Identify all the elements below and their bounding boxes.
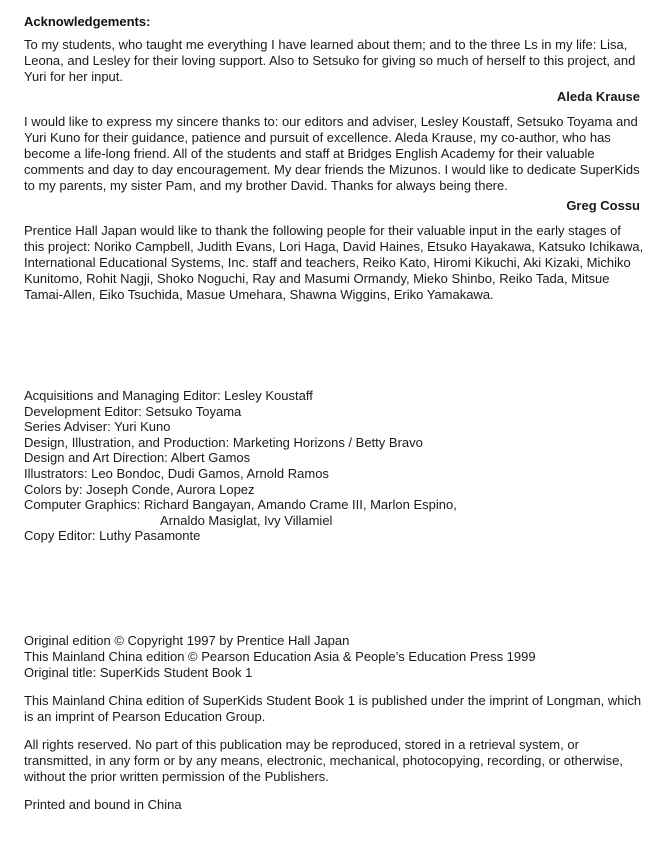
acknowledgement-paragraph-1: To my students, who taught me everything I have learned about them; and to the three Ls in my life: Lisa, Leona, and Lesley for their loving support. Also to Setsuko for giving so much of herself to this project, and Yuri for her input. xyxy=(24,37,636,84)
rights-notice: All rights reserved. No part of this publication may be reproduced, stored in a retrieval system, or transmitted, in any form or by any means, electronic, mechanical, photocopying, recording, or otherwise, without the prior written permission of the Publishers. xyxy=(24,737,624,784)
acknowledgements-heading: Acknowledgements: xyxy=(24,14,151,29)
printed-notice: Printed and bound in China xyxy=(24,797,182,812)
credit-line: Acquisitions and Managing Editor: Lesley Koustaff xyxy=(24,388,313,403)
copyright-line: Original edition © Copyright 1997 by Prentice Hall Japan xyxy=(24,633,350,648)
credit-line: Copy Editor: Luthy Pasamonte xyxy=(24,528,201,544)
credit-line: Illustrators: Leo Bondoc, Dudi Gamos, Arnold Ramos xyxy=(24,465,329,481)
copyright-section xyxy=(24,633,644,825)
signature-aleda-krause: Aleda Krause xyxy=(556,89,640,104)
credit-line-continuation: Arnaldo Masiglat, Ivy Villamiel xyxy=(160,512,333,528)
acknowledgements-section xyxy=(24,14,644,303)
acknowledgement-paragraph-3: Prentice Hall Japan would like to thank the following people for their valuable input in the early stages of this project: Noriko Campbell, Judith Evans, Lori Haga, David Haines, Etsuko Hayakawa, Katsuko Ichikawa, International Educational Systems, Inc. staff and teachers, Reiko Kato, Hiromi Kikuchi, Aki Kizaki, Michiko Kunitomo, Rohit Nagji, Shoko Noguchi, Ray and Masumi Ormandy, Mieko Shinbo, Reiko Tada, Mitsue Tamai-Allen, Eiko Tsuchida, Masue Umehara, Shawna Wiggins, Eriko Yamakawa. xyxy=(24,223,644,302)
credit-line: Series Adviser: Yuri Kuno xyxy=(24,419,171,435)
signature-greg-cossu: Greg Cossu xyxy=(566,198,640,213)
copyright-notice xyxy=(24,633,644,681)
credits-list xyxy=(24,388,457,544)
acknowledgement-paragraph-2: I would like to express my sincere thanks to: our editors and adviser, Lesley Koustaff, Setsuko Toyama and Yuri Kuno for their guidance, patience and pursuit of excellence. Aleda Krause, my co-author, who has become a life-long friend. All of the students and staff at Bridges English Academy for their valuable comments and day to day encouragement. My dear friends the Mizunos. I would like to dedicate SuperKids to my parents, my sister Pam, and my brother David. Thanks for always being there. xyxy=(24,114,640,193)
credit-line: Development Editor: Setsuko Toyama xyxy=(24,403,242,419)
credit-line: Colors by: Joseph Conde, Aurora Lopez xyxy=(24,481,255,497)
credit-line: Computer Graphics: Richard Bangayan, Amando Crame III, Marlon Espino, xyxy=(24,497,457,513)
credit-line: Design and Art Direction: Albert Gamos xyxy=(24,450,251,466)
credit-line: Design, Illustration, and Production: Marketing Horizons / Betty Bravo xyxy=(24,434,423,450)
copyright-line: This Mainland China edition © Pearson Education Asia & People’s Education Press 1999 xyxy=(24,649,536,664)
copyright-line: Original title: SuperKids Student Book 1 xyxy=(24,665,253,680)
imprint-notice: This Mainland China edition of SuperKids Student Book 1 is published under the imprint of Longman, which is an imprint of Pearson Education Group. xyxy=(24,693,642,724)
